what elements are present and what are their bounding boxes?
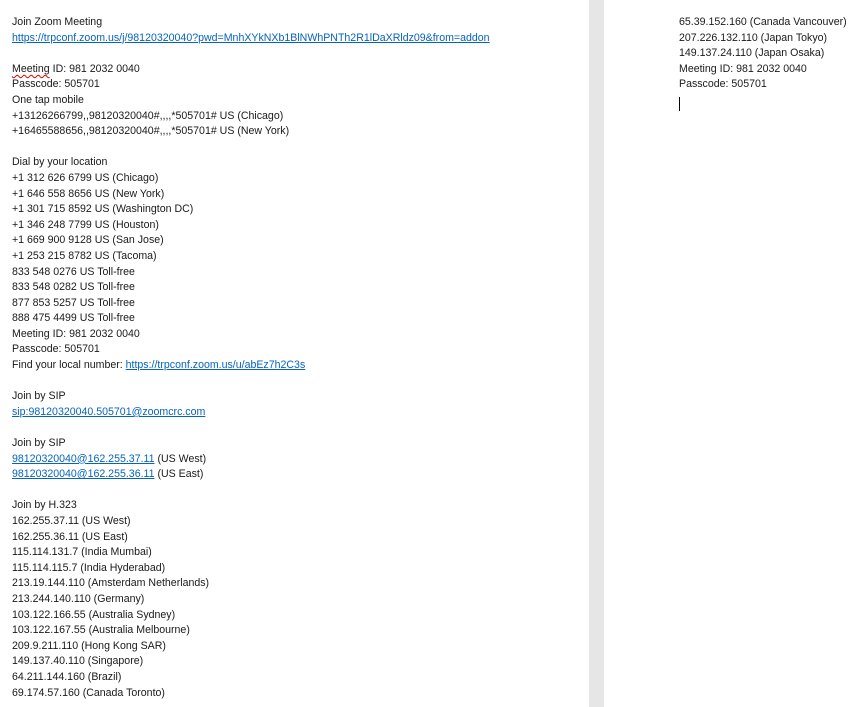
h323-line: 115.114.115.7 (India Hyderabad): [12, 561, 166, 574]
passcode-line-2: Passcode: 505701: [12, 343, 100, 356]
h323-line: 65.39.152.160 (Canada Vancouver): [679, 16, 847, 28]
blank-line: [12, 420, 589, 436]
join-meeting-link[interactable]: https://trpconf.zoom.us/j/98120320040?pwd=MnhXYkNXb1BlNWhPNTh2R1lDaXRldz09&from=addon: [12, 31, 490, 44]
sip-address-link[interactable]: 98120320040@162.255.37.11: [12, 452, 155, 465]
dial-line: 877 853 5257 US Toll-free: [12, 296, 135, 309]
dial-line: 833 548 0276 US Toll-free: [12, 265, 135, 278]
spelling-flagged-word[interactable]: Meeting: [12, 62, 50, 75]
h323-line: 213.19.144.110 (Amsterdam Netherlands): [12, 577, 210, 590]
empty-line-with-caret[interactable]: [679, 93, 858, 109]
dial-line: +1 646 558 8656 US (New York): [12, 187, 165, 200]
h323-line: 162.255.36.11 (US East): [12, 530, 128, 543]
dial-line: +1 301 715 8592 US (Washington DC): [12, 203, 194, 216]
dial-line: +1 312 626 6799 US (Chicago): [12, 171, 159, 184]
h323-line: 162.255.37.11 (US West): [12, 515, 131, 527]
sip-header: Join by SIP: [12, 390, 66, 403]
dial-line: +1 253 215 8782 US (Tacoma): [12, 249, 157, 262]
h323-line: 103.122.166.55 (Australia Sydney): [12, 608, 176, 621]
passcode-line-3: Passcode: 505701: [679, 78, 767, 91]
blank-line: [12, 374, 589, 390]
local-number-link[interactable]: https://trpconf.zoom.us/u/abEz7h2C3s: [125, 359, 306, 372]
tap-line: +13126266799,,98120320040#,,,,*505701# US (Chicago): [12, 109, 284, 122]
h323-line: 149.137.40.110 (Singapore): [12, 655, 144, 668]
h323-header: Join by H.323: [12, 499, 77, 512]
h323-line: 207.226.132.110 (Japan Tokyo): [679, 31, 828, 44]
blank-line: [12, 46, 589, 62]
meeting-id-line-2: Meeting ID: 981 2032 0040: [12, 327, 140, 340]
passcode-line: Passcode: 505701: [12, 78, 100, 91]
dial-line: 833 548 0282 US Toll-free: [12, 281, 135, 294]
one-tap-header: One tap mobile: [12, 93, 84, 106]
meeting-id-line-3: Meeting ID: 981 2032 0040: [679, 62, 807, 75]
dial-header: Dial by your location: [12, 156, 108, 169]
blank-line: [12, 140, 589, 156]
sip-entry: 98120320040@162.255.37.11 (US West): [12, 452, 207, 465]
h323-line: 115.114.131.7 (India Mumbai): [12, 546, 152, 559]
document-page-2[interactable]: [604, 0, 858, 707]
h323-line: 69.174.57.160 (Canada Toronto): [12, 686, 165, 699]
sip-link[interactable]: sip:98120320040.505701@zoomcrc.com: [12, 405, 206, 418]
join-title: Join Zoom Meeting: [12, 16, 103, 28]
meeting-id-line: Meeting ID: 981 2032 0040: [12, 62, 140, 75]
tap-line: +16465588656,,98120320040#,,,,*505701# US (New York): [12, 125, 290, 138]
local-number-line: Find your local number: https://trpconf.zoom.us/u/abEz7h2C3s: [12, 359, 306, 372]
blank-line: [12, 483, 589, 499]
dial-line: +1 669 900 9128 US (San Jose): [12, 234, 164, 247]
dial-line: 888 475 4499 US Toll-free: [12, 312, 135, 325]
h323-line: 64.211.144.160 (Brazil): [12, 670, 122, 683]
sip-entry: 98120320040@162.255.36.11 (US East): [12, 468, 204, 481]
h323-line: 103.122.167.55 (Australia Melbourne): [12, 624, 190, 637]
h323-line: 209.9.211.110 (Hong Kong SAR): [12, 639, 166, 652]
h323-line: 149.137.24.110 (Japan Osaka): [679, 47, 825, 60]
h323-line: 213.244.140.110 (Germany): [12, 592, 145, 605]
text-cursor: [679, 97, 680, 111]
dial-line: +1 346 248 7799 US (Houston): [12, 218, 159, 231]
sip-header: Join by SIP: [12, 437, 66, 450]
page-gutter: [589, 0, 604, 707]
sip-address-link[interactable]: 98120320040@162.255.36.11: [12, 468, 155, 481]
